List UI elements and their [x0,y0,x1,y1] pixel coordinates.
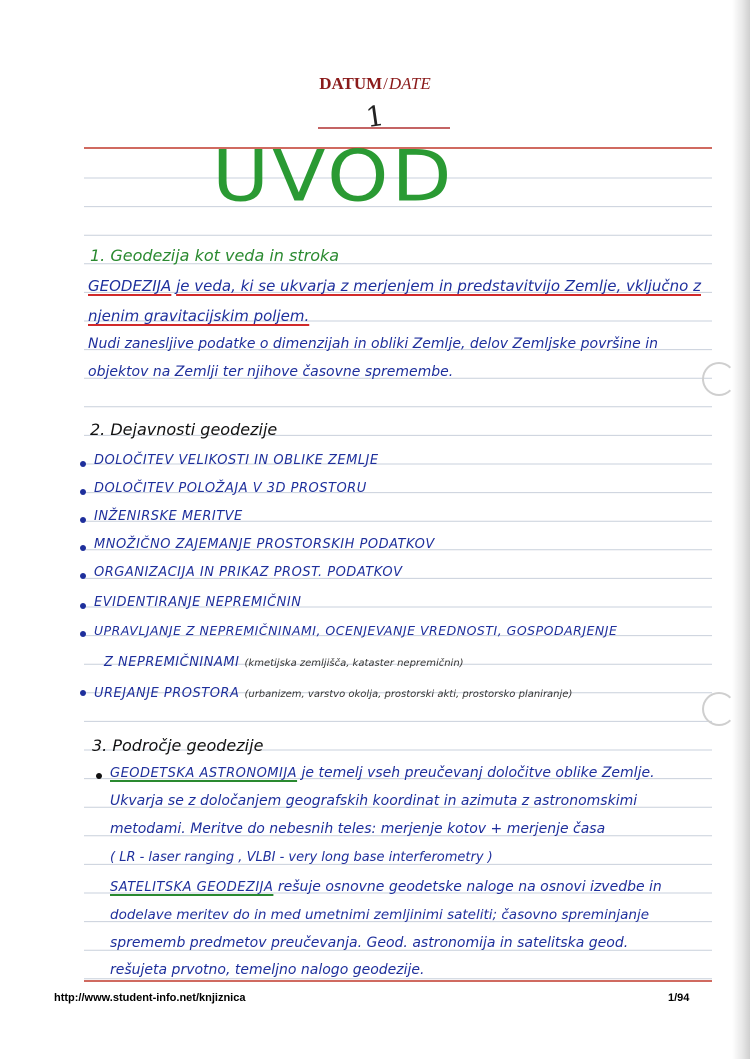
section-1-line-1 [88,277,701,295]
punch-hole-bottom [702,692,736,726]
bullet [96,773,102,779]
section-1-line-4: objektov na Zemlji ter njihove časovne spremembe. [88,364,454,380]
term-geodezija: GEODEZIJA [88,277,172,295]
activity-item-6: EVIDENTIRANJE NEPREMIČNIN [94,595,302,610]
section-1-line-3: Nudi zanesljive podatke o dimenzijah in obliki Zemlje, delov Zemljske površine in [88,336,659,352]
section-1-line-2: njenim gravitacijskim poljem. [88,307,310,325]
section-3-line-5-rest: rešuje osnovne geodetske naloge na osnovi izvedbe in [277,879,662,895]
bullet [80,690,86,696]
term-satelitska-geodezija: SATELITSKA GEODEZIJA [110,880,274,895]
activity-item-7-cont [104,651,464,670]
section-3-line-4: ( LR - laser ranging , VLBI - very long base interferometry ) [110,850,493,865]
activity-item-8-text: UREJANJE PROSTORA [94,686,240,701]
section-1-line-1-rest: je veda, ki se ukvarja z merjenjem in predstavitvijo Zemlje, vključno z [176,277,701,295]
term-geodetska-astronomija: GEODETSKA ASTRONOMIJA [110,766,298,781]
activity-item-8-note: (urbanizem, varstvo okolja, prostorski akti, prostorsko planiranje) [244,689,573,700]
date-value: 1 [363,98,387,135]
section-3-line-8: rešujeta prvotno, temeljno nalogo geodezije. [110,962,425,978]
activity-item-7-cont-text: Z NEPREMIČNINAMI [104,655,240,670]
section-2-heading [90,420,277,439]
date-label-en: DATE [388,74,431,93]
activity-item-4: MNOŽIČNO ZAJEMANJE PROSTORSKIH PODATKOV [94,537,435,552]
bullet [80,461,86,467]
footer-url: http://www.student-info.net/knjiznica [54,992,246,1004]
bullet [80,517,86,523]
section-2-heading-text: 2. Dejavnosti geodezije [90,420,278,439]
section-3-heading: 3. Področje geodezije [92,736,264,755]
date-label: DATUM [319,74,383,93]
bullet [80,489,86,495]
footer-page-number: 1/94 [668,992,690,1004]
activity-item-8 [94,682,572,701]
activity-item-3: INŽENIRSKE MERITVE [94,509,243,524]
section-3-line-1 [110,765,655,781]
activity-item-7-note: (kmetijska zemljišča, kataster nepremičnin) [244,658,464,669]
activity-item-5: ORGANIZACIJA IN PRIKAZ PROST. PODATKOV [94,565,403,580]
page-edge-shadow [732,0,750,1059]
page-title: UVOD [212,136,455,218]
activity-item-2: DOLOČITEV POLOŽAJA V 3D PROSTORU [94,481,367,496]
bullet [80,603,86,609]
bullet [80,573,86,579]
bullet [80,631,86,637]
activity-item-1: DOLOČITEV VELIKOSTI IN OBLIKE ZEMLJE [94,453,379,468]
bullet [80,545,86,551]
section-3-line-5 [110,879,662,895]
date-header [0,74,750,94]
date-separator: / [383,74,388,93]
section-1-heading: 1. Geodezija kot veda in stroka [90,246,340,265]
section-3-line-1-rest: je temelj vseh preučevanj določitve oblike Zemlje. [301,765,655,781]
activity-item-7: UPRAVLJANJE Z NEPREMIČNINAMI, OCENJEVANJE VREDNOSTI, GOSPODARJENJE [94,623,618,638]
punch-hole-top [702,362,736,396]
section-3-line-2: Ukvarja se z določanjem geografskih koordinat in azimuta z astronomskimi [110,793,638,809]
section-3-line-7: sprememb predmetov preučevanja. Geod. astronomija in satelitska geod. [110,935,629,951]
section-3-line-3: metodami. Meritve do nebesnih teles: merjenje kotov + merjenje časa [110,821,606,837]
section-3-line-6: dodelave meritev do in med umetnimi zemljinimi sateliti; časovno spreminjanje [110,907,650,923]
